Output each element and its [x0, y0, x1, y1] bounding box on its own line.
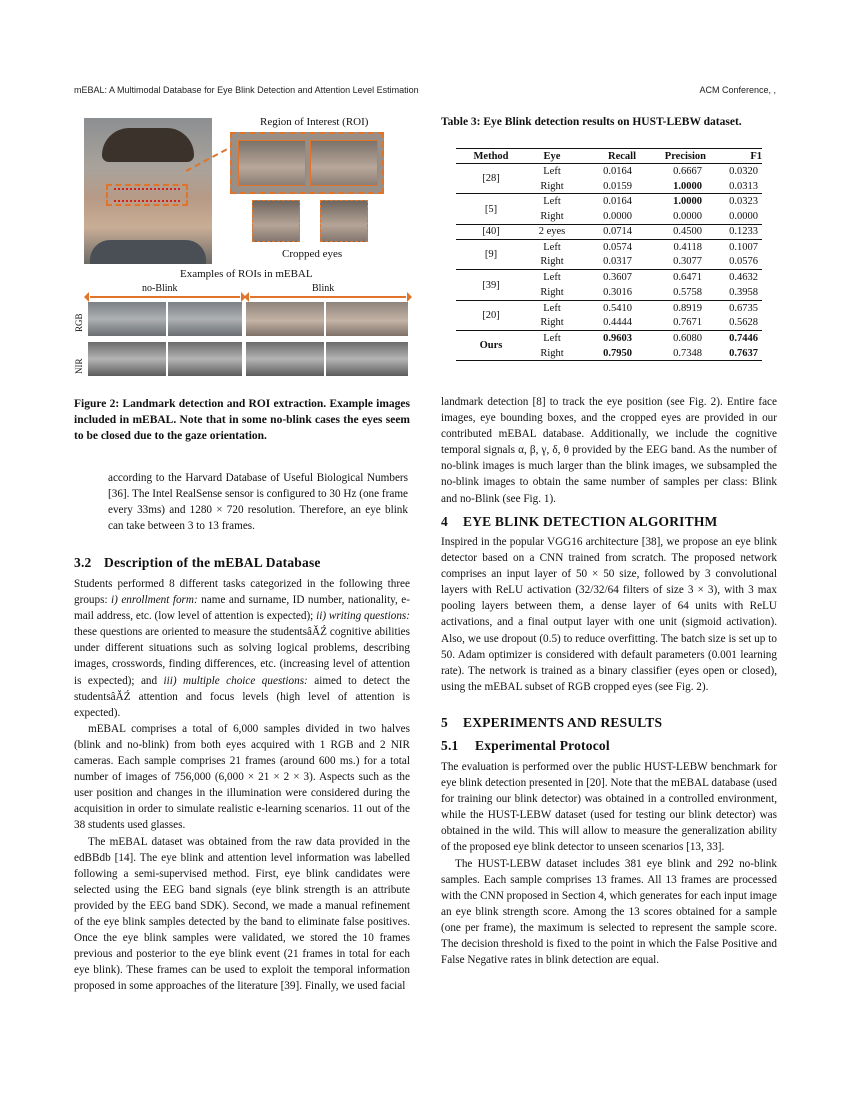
paragraph-dataset: The HUST-LEBW dataset includes 381 eye blink and 292 no-blink samples. Each sample comprises 13 frames. All 13 frames are processed with the CNN proposed in Section 4, which generates for each input image an eye blink strength score. Among the 13 scores obtained for a sample (one per frame), the maximum is selected to represent the sample score. The decision threshold is fixed to the point in which the False Positive and False Negative rates in blink detection are equal.	[441, 857, 777, 967]
blink-arrow	[250, 296, 406, 298]
rgb-row-label: RGB	[74, 313, 84, 332]
recall-cell: 0.4444	[578, 315, 636, 330]
recall-cell: 0.3016	[578, 285, 636, 300]
f1-cell: 0.6735	[729, 302, 758, 314]
section-title: EXPERIMENTS AND RESULTS	[463, 715, 663, 730]
rgb-noblink-1	[88, 302, 166, 336]
shirt-shape	[90, 240, 206, 264]
recall-cell: 0.0714	[578, 224, 636, 239]
nir-row-label: NIR	[74, 358, 84, 374]
eye-cell: Left	[543, 241, 561, 253]
nir-noblink-2	[168, 342, 242, 376]
blink-label: Blink	[312, 283, 335, 294]
method-cell: [9]	[456, 239, 526, 269]
eye-cell: Left	[543, 302, 561, 314]
left-continued-paragraph	[108, 470, 408, 534]
rgb-blink-2	[326, 302, 408, 336]
f1-cell: 0.7637	[706, 346, 762, 361]
nir-noblink-1	[88, 342, 166, 376]
section-title: Experimental Protocol	[475, 738, 610, 753]
f1-cell: 0.4632	[729, 272, 758, 284]
precision-cell: 0.7671	[636, 315, 706, 330]
roi-left-eye	[238, 140, 306, 186]
text-run: aimed to detect the studentsâĂŹ attention and focus levels (high level of attention is expected).	[74, 674, 410, 719]
f1-cell: 0.0323	[729, 196, 758, 208]
precision-cell: 0.4118	[673, 241, 702, 253]
text-run-italic: ii) writing questions:	[316, 610, 410, 623]
f1-cell: 0.7446	[729, 332, 758, 344]
precision-cell: 0.5758	[636, 285, 706, 300]
examples-label: Examples of ROIs in mEBAL	[180, 268, 313, 280]
method-cell: [5]	[456, 194, 526, 224]
eye-cell: Right	[526, 285, 578, 300]
recall-cell: 0.5410	[603, 302, 632, 314]
face-image	[84, 118, 212, 264]
table-row	[456, 270, 762, 285]
text-run: Students performed 8 different tasks categorized in the following three groups:	[74, 578, 410, 607]
eye-cell: Left	[543, 332, 561, 344]
f1-cell: 0.0000	[706, 209, 762, 224]
section-number: 3.2	[74, 555, 92, 570]
eye-cell: 2 eyes	[526, 224, 578, 239]
running-head-venue: ACM Conference, ,	[699, 85, 776, 95]
f1-cell: 0.0576	[706, 255, 762, 270]
table-row	[456, 194, 762, 209]
f1-cell: 0.1007	[729, 241, 758, 253]
recall-cell: 0.0159	[578, 179, 636, 194]
section-number: 5	[441, 715, 448, 730]
eye-cell: Left	[543, 196, 561, 208]
col-recall: Recall	[578, 149, 636, 164]
no-blink-arrow	[90, 296, 240, 298]
section-5-1-heading	[441, 738, 610, 754]
running-head-title: mEBAL: A Multimodal Database for Eye Blink Detection and Attention Level Estimation	[74, 85, 419, 95]
recall-cell: 0.0317	[578, 255, 636, 270]
nir-blink-2	[326, 342, 408, 376]
eye-cell: Right	[526, 255, 578, 270]
results-table	[456, 148, 762, 361]
paragraph: according to the Harvard Database of Useful Biological Numbers [36]. The Intel RealSense sensor is configured to 30 Hz (one frame every 33ms) and 1280 × 720 resolution. Therefore, an eye blink can take between 3 to 13 frames.	[108, 472, 408, 533]
eye-cell: Right	[526, 209, 578, 224]
precision-cell: 0.0000	[636, 209, 706, 224]
recall-cell: 0.0164	[603, 196, 632, 208]
method-cell: [39]	[456, 270, 526, 300]
eye-cell: Right	[526, 346, 578, 361]
precision-cell: 1.0000	[636, 179, 706, 194]
rgb-blink-1	[246, 302, 324, 336]
roi-label: Region of Interest (ROI)	[260, 116, 369, 128]
table-3-title: Table 3: Eye Blink detection results on HUST-LEBW dataset.	[441, 116, 742, 128]
cropped-eyes-label: Cropped eyes	[282, 248, 343, 260]
method-cell: Ours	[456, 331, 526, 361]
precision-cell: 0.6080	[673, 332, 702, 344]
paragraph-tasks	[74, 576, 410, 721]
f1-cell: 0.0313	[706, 179, 762, 194]
rgb-noblink-2	[168, 302, 242, 336]
nir-blink-1	[246, 342, 324, 376]
col-eye: Eye	[526, 149, 578, 164]
eye-cell: Left	[543, 272, 561, 284]
f1-cell: 0.5628	[706, 315, 762, 330]
eye-cell: Left	[543, 165, 561, 177]
precision-cell: 0.3077	[636, 255, 706, 270]
recall-cell: 0.3607	[603, 272, 632, 284]
paragraph: landmark detection [8] to track the eye position (see Fig. 2). Entire face images, eye bounding boxes, and the cropped eyes are provided in our contributed mEBAL database. Additionally, we include the cognitive temporal signals α, β, γ, δ, θ provided by the EEG band. As the number of no-blink images is much larger than the blink images, we subsampled the no-blink images to obtain the same number of samples per class: Blink and no-Blink (see Fig. 1).	[441, 396, 777, 505]
paragraph-protocol: The evaluation is performed over the public HUST-LEBW benchmark for eye blink detection presented in [20]. Note that the mEBAL database (used for training our blink detector) was obtained in a controlled environment, while the HUST-LEBW dataset (used for testing our blink detector) was obtained in the wild. This will allow to measure the generalization ability of the proposed eye blink detector to unseen scenarios [13, 33].	[441, 761, 777, 854]
table-row	[456, 331, 762, 346]
paragraph: Inspired in the popular VGG16 architecture [38], we propose an eye blink detector based on a CNN trained from scratch. The proposed network comprises an input layer of 50 × 50 size, followed by 3 convolutional layers with ReLU activation (32/32/64 filters of size 3 × 3), with 3 max pooling layers between them, a dense layer of 64 units with ReLU activations, and a final output layer with one unit (sigmoid activation). Also, we use dropout (0.5) to reduce overfitting. The batch size is set up to 50. Adam optimizer is considered with default parameters (0.001 learning rate). The network is trained as a binary classifier (eyes open or closed), using the mEBAL subset of RGB cropped eyes (see Fig. 2).	[441, 536, 777, 693]
text-run: name and surname, ID number, nationality, e-mail address, etc. (low level of attention is expected);	[74, 594, 411, 623]
cropped-eye-right	[320, 200, 368, 242]
cropped-eye-left	[252, 200, 300, 242]
table-row	[456, 300, 762, 315]
section-4-body	[441, 534, 777, 695]
table-row	[456, 224, 762, 239]
section-3-2-heading	[74, 555, 321, 571]
text-run-italic: i) enrollment form:	[111, 594, 198, 607]
hair-shape	[102, 128, 194, 162]
f1-cell: 0.1233	[706, 224, 762, 239]
roi-right-eye	[310, 140, 378, 186]
eye-cell: Right	[526, 315, 578, 330]
no-blink-label: no-Blink	[142, 283, 178, 294]
method-cell: [40]	[456, 224, 526, 239]
section-title: EYE BLINK DETECTION ALGORITHM	[463, 514, 718, 529]
paragraph-labelling: The mEBAL dataset was obtained from the raw data provided in the edBBdb [14]. The eye blink and attention level information was labelled following a semi-supervised method. First, eye blink candidates were selected using the EEG band signals (eye blink strength is an attribute provided by the EEG band SDK). Second, we made a manual refinement of the eye blink samples detected by the band to eliminate false positives. Once the eye blink samples were validated, we stored the 10 frames previous and posterior to the eye blink event (21 frames in total for each eye blink). These frames can be used to exploit the temporal information proposed in some approaches of the literature [39]. Finally, we used facial	[74, 835, 410, 993]
section-number: 4	[441, 514, 448, 529]
section-4-heading	[441, 514, 717, 530]
figure-2	[74, 112, 414, 384]
right-continued-paragraph	[441, 394, 777, 507]
facial-landmarks	[114, 188, 180, 202]
precision-cell: 0.4500	[636, 224, 706, 239]
table-header-row	[456, 149, 762, 164]
method-cell: [20]	[456, 300, 526, 330]
paragraph-samples: mEBAL comprises a total of 6,000 samples divided in two halves (blink and no-blink) from both eyes acquired with 1 RGB and 2 NIR cameras. Each sample comprises 21 frames (around 600 ms.) for a total number of images of 756,000 (6,000 × 21 × 2 × 3). Aspects such as the user position and changes in the illumination were considered during the acquisition in order to simulate realistic e-learning scenarios. 11 out of the 38 students used glasses.	[74, 722, 410, 832]
recall-cell: 0.0164	[603, 165, 632, 177]
col-method: Method	[456, 149, 526, 164]
table-row	[456, 239, 762, 254]
recall-cell: 0.0000	[578, 209, 636, 224]
method-cell: [28]	[456, 164, 526, 194]
recall-cell: 0.0574	[603, 241, 632, 253]
precision-cell: 0.7348	[636, 346, 706, 361]
recall-cell: 0.9603	[603, 332, 632, 344]
left-column-body	[74, 576, 410, 994]
f1-cell: 0.0320	[729, 165, 758, 177]
precision-cell: 0.8919	[673, 302, 702, 314]
col-f1: F1	[706, 149, 762, 164]
text-run: these questions are oriented to measure the studentsâĂŹ cognitive abilities under different situations such as solving logical problems, describing images, crosswords, finding differences, etc. (increasing level of attention is expected); and	[74, 626, 410, 687]
roi-image	[230, 132, 384, 194]
recall-cell: 0.7950	[578, 346, 636, 361]
col-precision: Precision	[636, 149, 706, 164]
precision-cell: 0.6667	[673, 165, 702, 177]
eye-cell: Right	[526, 179, 578, 194]
table-row	[456, 164, 762, 179]
precision-cell: 0.6471	[673, 272, 702, 284]
figure-2-caption: Figure 2: Landmark detection and ROI extraction. Example images included in mEBAL. Note that in some no-blink cases the eyes seem to be closed due to the gaze orientation.	[74, 398, 410, 442]
section-5-1-body	[441, 759, 777, 968]
section-5-heading	[441, 715, 662, 731]
section-title: Description of the mEBAL Database	[104, 555, 321, 570]
f1-cell: 0.3958	[706, 285, 762, 300]
section-number: 5.1	[441, 738, 459, 753]
text-run-italic: iii) multiple choice questions:	[163, 674, 308, 687]
precision-cell: 1.0000	[673, 196, 702, 208]
